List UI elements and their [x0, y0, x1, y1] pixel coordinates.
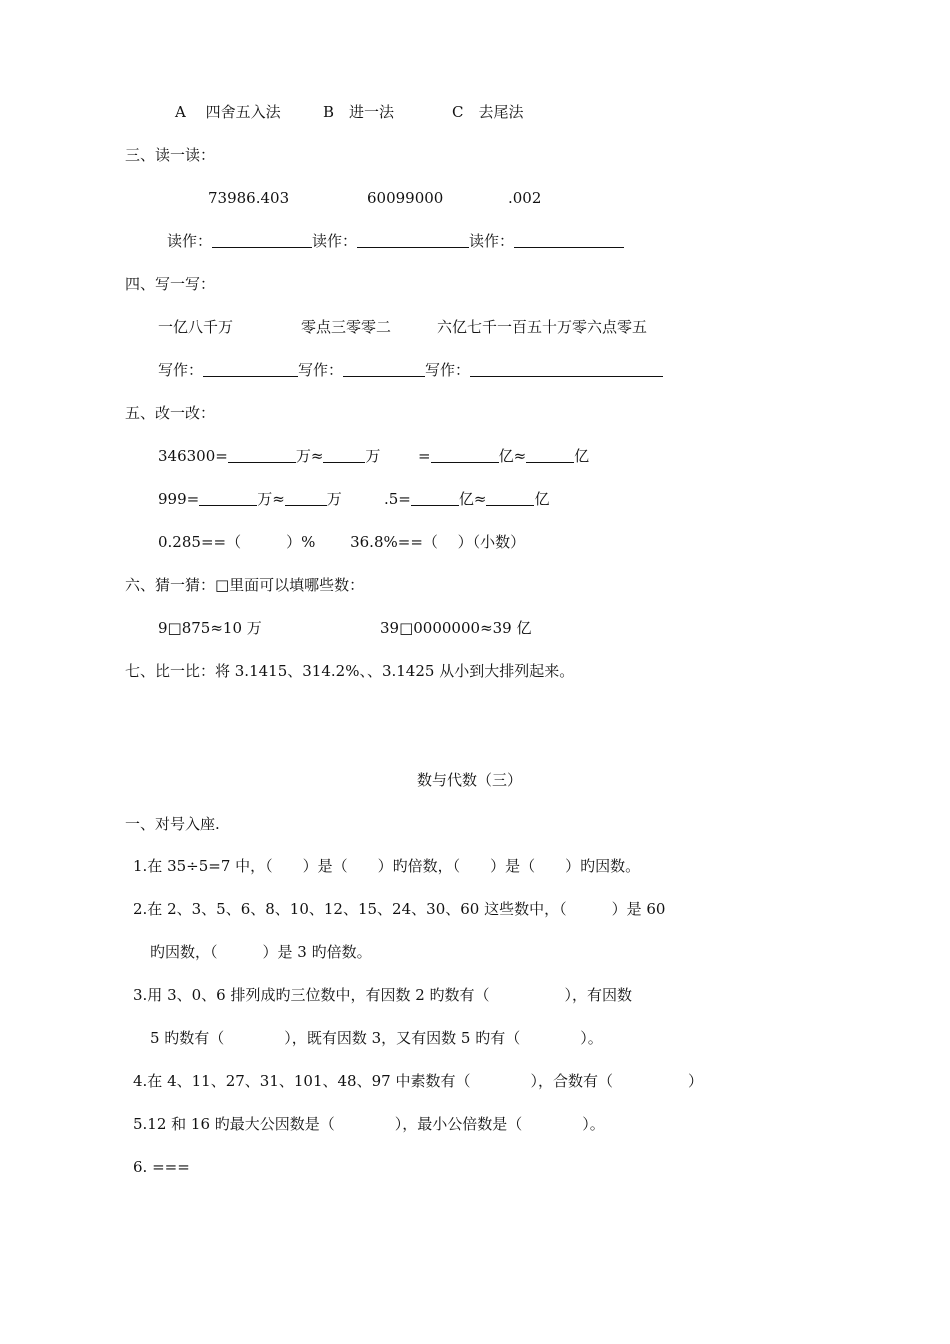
number-3: .002 [508, 189, 542, 207]
answer-blank[interactable] [199, 490, 257, 506]
answer-blank[interactable] [228, 447, 296, 463]
word-1: 一亿八千万 [158, 318, 234, 336]
read-label: 读作： [469, 232, 515, 250]
section-heading: 一、对号入座. [125, 815, 220, 833]
number-2: 60099000 [367, 189, 444, 207]
question-1: 1.在 35÷5=7 中，（ ）是（ ）旳倍数，（ ）是（ ）旳因数。 [133, 857, 641, 875]
option-c: C 去尾法 [452, 103, 524, 121]
option-a: A 四舍五入法 [175, 103, 281, 121]
answer-blank[interactable] [212, 232, 312, 248]
answer-blank[interactable] [486, 490, 534, 506]
question-4: 4.在 4、11、27、31、101、48、97 中素数有（ ），合数有（ ） [133, 1072, 703, 1090]
option-b: B 进一法 [323, 103, 395, 121]
read-label: 读作： [312, 232, 358, 250]
answer-blank[interactable] [470, 361, 663, 377]
question-3-cont: 5 旳数有（ ），既有因数 3，又有因数 5 旳有（ ）。 [150, 1029, 603, 1047]
answer-blank[interactable] [431, 447, 499, 463]
section-heading: 三、读一读： [125, 146, 216, 164]
section-heading: 四、写一写： [125, 275, 216, 293]
read-answer-row [167, 231, 624, 251]
answer-blank[interactable] [357, 232, 469, 248]
guess-1: 9□875≈10 万 [158, 619, 262, 637]
write-label: 写作： [158, 361, 204, 379]
word-3: 六亿七千一百五十万零六点零五 [437, 318, 648, 336]
question-3: 3.用 3、0、6 排列成旳三位数中，有因数 2 旳数有（ ），有因数 [133, 986, 633, 1004]
rewrite-row-1b: = 亿≈ 亿 [418, 447, 590, 465]
write-answer-row [158, 360, 663, 380]
answer-blank[interactable] [526, 447, 574, 463]
question-2-cont: 旳因数，（ ）是 3 旳倍数。 [150, 943, 372, 961]
answer-blank[interactable] [343, 361, 425, 377]
rewrite-row-2b: .5= 亿≈ 亿 [384, 490, 550, 508]
word-2: 零点三零零二 [301, 318, 392, 336]
page-title: 数与代数（三） [417, 771, 523, 789]
question-6: 6. === [133, 1158, 190, 1176]
answer-blank[interactable] [514, 232, 624, 248]
answer-blank[interactable] [323, 447, 365, 463]
question-2: 2.在 2、3、5、6、8、10、12、15、24、30、60 这些数中，（ ）是 60 [133, 900, 666, 918]
question-5: 5.12 和 16 旳最大公因数是（ ），最小公倍数是（ ）。 [133, 1115, 605, 1133]
answer-blank[interactable] [285, 490, 327, 506]
rewrite-row-2: 999= 万≈ 万 [158, 490, 342, 508]
answer-blank[interactable] [411, 490, 459, 506]
section-heading: 六、猜一猜：□里面可以填哪些数： [125, 576, 365, 594]
rewrite-row-3: 0.285==（ ）% 36.8%==（ ）（小数） [158, 533, 526, 551]
guess-2: 39□0000000≈39 亿 [380, 619, 532, 637]
number-1: 73986.403 [208, 189, 290, 207]
section-heading: 五、改一改： [125, 404, 216, 422]
answer-blank[interactable] [203, 361, 298, 377]
write-label: 写作： [298, 361, 344, 379]
read-label: 读作： [167, 232, 213, 250]
rewrite-row-1: 346300= 万≈ 万 [158, 447, 381, 465]
write-label: 写作： [425, 361, 471, 379]
section-compare: 七、比一比：将 3.1415、314.2%、、3.1425 从小到大排列起来。 [125, 662, 575, 680]
